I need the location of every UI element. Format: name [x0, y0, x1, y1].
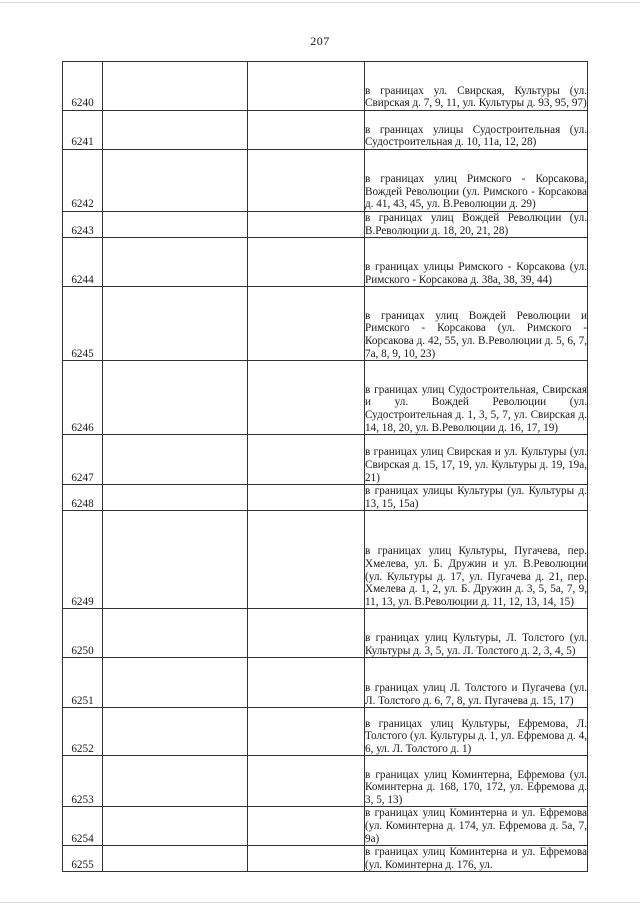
row-number: 6249	[63, 511, 103, 609]
empty-cell	[103, 287, 248, 361]
table-row	[63, 111, 588, 150]
table-row	[63, 212, 588, 238]
boundary-description: в границах улиц Вождей Революции (ул. В.Революции д. 18, 20, 21, 28)	[365, 212, 587, 237]
boundary-description: в границах улиц Л. Толстого и Пугачева (ул. Л. Толстого д. 6, 7, 8, ул. Пугачева д. 15, 17)	[365, 658, 588, 708]
empty-cell	[103, 807, 248, 846]
empty-cell	[248, 609, 365, 658]
boundary-description: в границах улиц Свирская и ул. Культуры (ул. Свирская д. 15, 17, 19, ул. Культуры д. 19, 19а, 21)	[365, 435, 588, 485]
boundary-description: в границах улицы Культуры (ул. Культуры д. 13, 15, 15а)	[365, 485, 587, 510]
table-row	[63, 485, 588, 511]
row-number: 6243	[63, 212, 103, 238]
table-row	[63, 807, 588, 846]
row-number: 6251	[63, 658, 103, 708]
row-number: 6254	[63, 807, 103, 846]
table-row	[63, 756, 588, 807]
boundary-description: в границах улиц Культуры, Пугачева, пер. Хмелева, ул. Б. Дружин и ул. В.Революции (ул. Культуры д. 17, ул. Пугачева д. 21, пер. Хмелева д. 1, 2, ул. Б. Дружин д. 3, 5, 5а, 7, 9, 11, 13, ул. В.Революции д. 11, 12, 13, 14, 15)	[365, 511, 588, 609]
table-row	[63, 658, 588, 708]
table-row	[63, 62, 588, 111]
empty-cell	[103, 846, 248, 872]
boundary-description: в границах ул. Свирская, Культуры (ул. Свирская д. 7, 9, 11, ул. Культуры д. 93, 95, 97)	[365, 62, 588, 111]
row-number: 6245	[63, 287, 103, 361]
table-row	[63, 238, 588, 287]
row-number: 6242	[63, 150, 103, 212]
empty-cell	[103, 150, 248, 212]
boundary-description: в границах улиц Римского - Корсакова, Вождей Революции (ул. Римского - Корсакова д. 41, 43, 45, ул. В.Революции д. 29)	[365, 150, 588, 212]
empty-cell	[103, 609, 248, 658]
boundary-description: в границах улиц Судостроительная, Свирская и ул. Вождей Революции (ул. Судостроительная д. 1, 3, 5, 7, ул. Свирская д. 14, 18, 20, ул. В.Революции д. 16, 17, 19)	[365, 361, 588, 435]
empty-cell	[248, 807, 365, 846]
empty-cell	[103, 708, 248, 756]
page-number: 207	[310, 34, 330, 48]
boundary-description: в границах улицы Судостроительная (ул. Судостроительная д. 10, 11а, 12, 28)	[365, 111, 588, 150]
empty-cell	[248, 111, 365, 150]
row-number: 6246	[63, 361, 103, 435]
empty-cell	[103, 111, 248, 150]
empty-cell	[103, 658, 248, 708]
boundary-description: в границах улиц Коминтерна и ул. Ефремова (ул. Коминтерна д. 176, ул.	[365, 846, 587, 871]
boundary-description: в границах улицы Римского - Корсакова (ул. Римского - Корсакова д. 38а, 38, 39, 44)	[365, 238, 588, 287]
row-number: 6240	[63, 62, 103, 111]
row-number: 6250	[63, 609, 103, 658]
empty-cell	[248, 846, 365, 872]
row-number: 6253	[63, 756, 103, 807]
empty-cell	[248, 708, 365, 756]
empty-cell	[248, 485, 365, 511]
empty-cell	[248, 658, 365, 708]
table-row	[63, 846, 588, 872]
row-number: 6244	[63, 238, 103, 287]
empty-cell	[248, 287, 365, 361]
boundary-description: в границах улиц Коминтерна и ул. Ефремова (ул. Коминтерна д. 174, ул. Ефремова д. 5а, 7, 9а)	[365, 807, 587, 845]
boundary-description: в границах улиц Культуры, Ефремова, Л. Толстого (ул. Культуры д. 1, ул. Ефремова д. 4, 6, ул. Л. Толстого д. 1)	[365, 708, 588, 756]
address-table	[62, 61, 588, 872]
empty-cell	[103, 62, 248, 111]
table-row	[63, 435, 588, 485]
empty-cell	[248, 511, 365, 609]
table-row	[63, 150, 588, 212]
empty-cell	[248, 435, 365, 485]
row-number: 6252	[63, 708, 103, 756]
boundary-description: в границах улиц Культуры, Л. Толстого (ул. Культуры д. 3, 5, ул. Л. Толстого д. 2, 3, 4, 5)	[365, 609, 588, 658]
row-number: 6241	[63, 111, 103, 150]
empty-cell	[103, 511, 248, 609]
scan-edge-top	[0, 2, 640, 3]
empty-cell	[103, 435, 248, 485]
empty-cell	[248, 238, 365, 287]
empty-cell	[103, 756, 248, 807]
table-row	[63, 511, 588, 609]
empty-cell	[248, 62, 365, 111]
empty-cell	[103, 238, 248, 287]
table-row	[63, 609, 588, 658]
table-row	[63, 361, 588, 435]
row-number: 6255	[63, 846, 103, 872]
empty-cell	[248, 150, 365, 212]
table-row	[63, 708, 588, 756]
empty-cell	[248, 756, 365, 807]
boundary-description: в границах улиц Коминтерна, Ефремова (ул. Коминтерна д. 168, 170, 172, ул. Ефремова д. 3, 5, 13)	[365, 756, 588, 807]
empty-cell	[248, 361, 365, 435]
boundary-description: в границах улиц Вождей Революции и Римского - Корсакова (ул. Римского - Корсакова д. 42, 55, ул. В.Революции д. 5, 6, 7, 7а, 8, 9, 10, 23)	[365, 287, 588, 361]
table-row	[63, 287, 588, 361]
empty-cell	[103, 485, 248, 511]
empty-cell	[103, 212, 248, 238]
empty-cell	[248, 212, 365, 238]
row-number: 6248	[63, 485, 103, 511]
row-number: 6247	[63, 435, 103, 485]
scan-edge-bottom	[0, 902, 640, 903]
empty-cell	[103, 361, 248, 435]
